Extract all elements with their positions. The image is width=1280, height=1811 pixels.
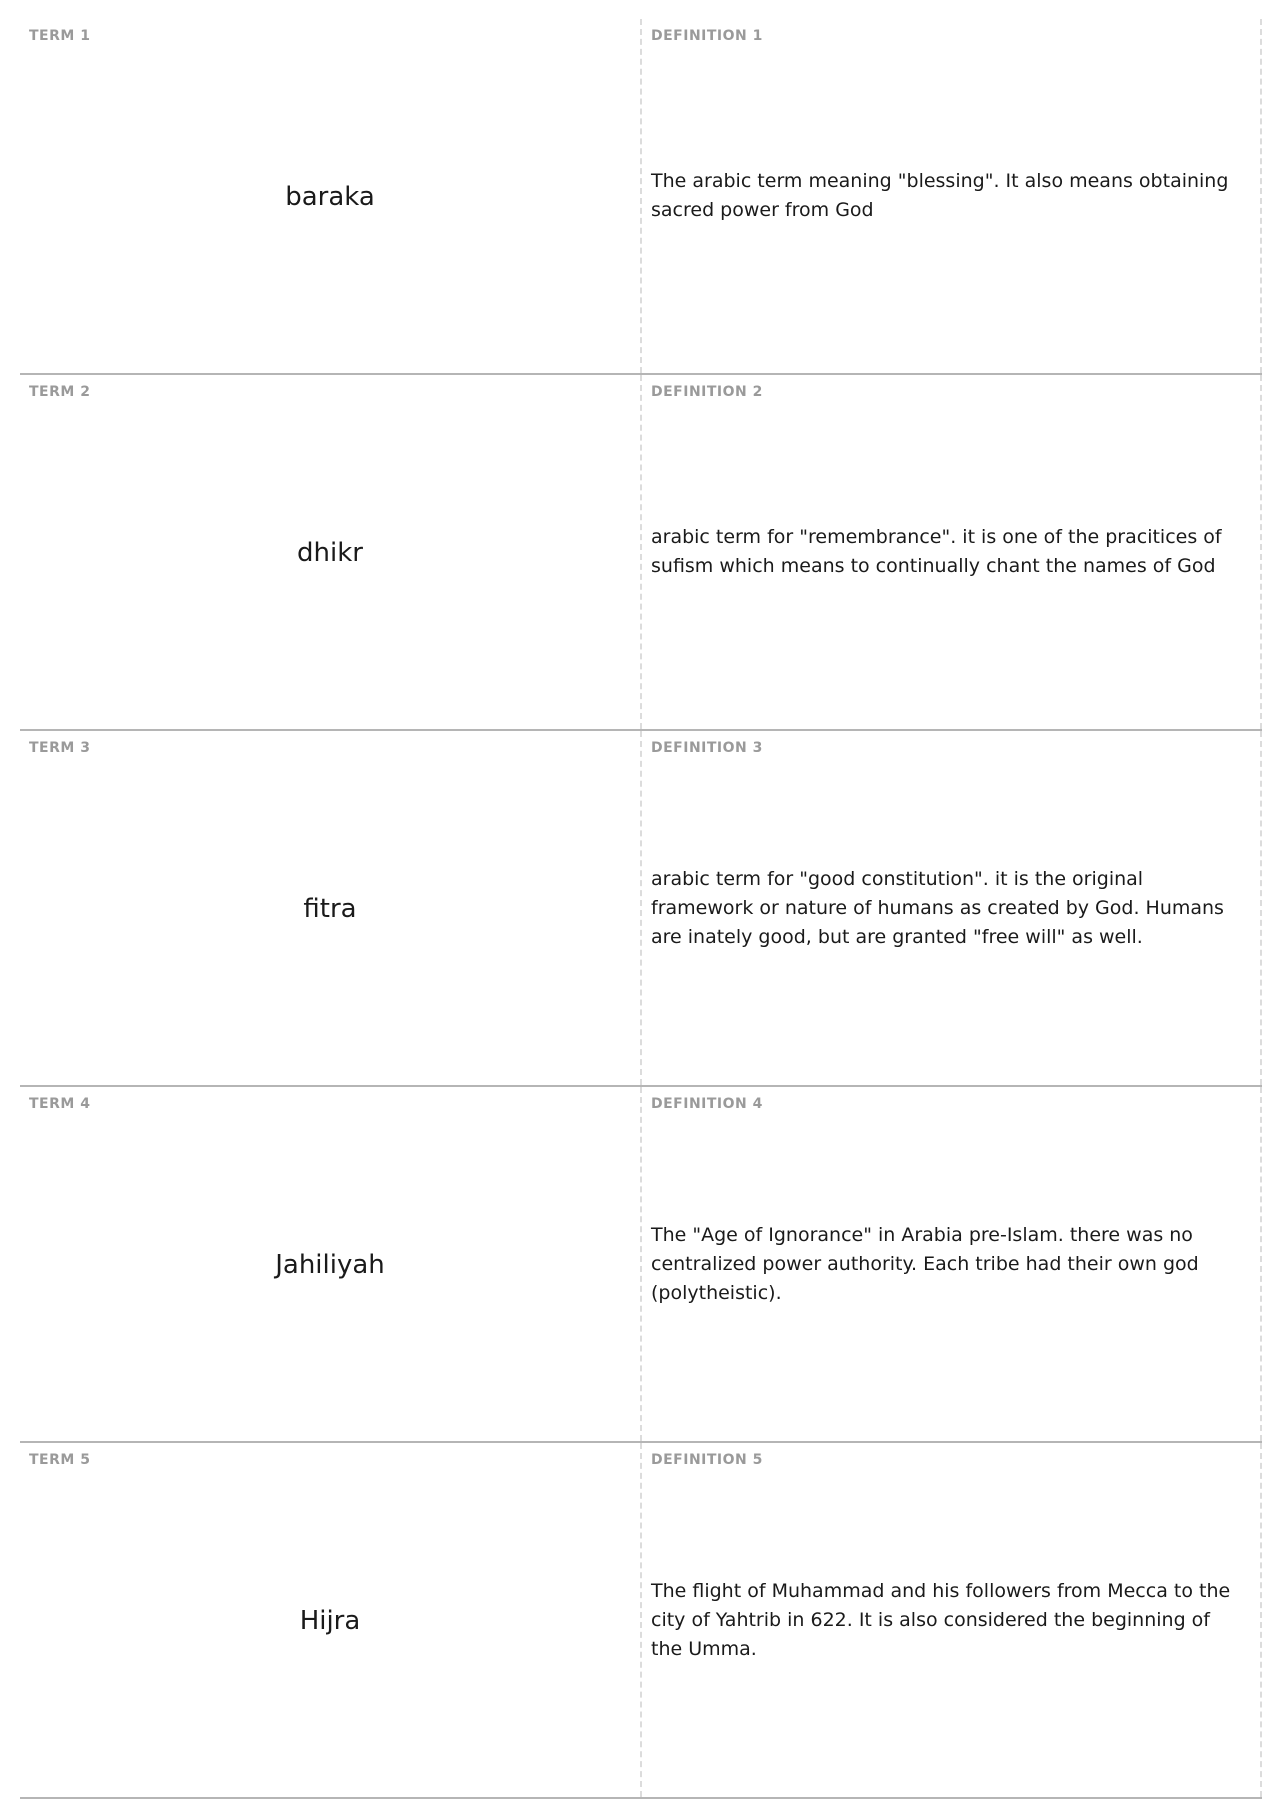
term-text-5: Hijra xyxy=(299,1606,361,1636)
term-cell-3 xyxy=(20,731,642,1085)
flashcard-row-3 xyxy=(20,731,1262,1087)
flashcard-row-5 xyxy=(20,1443,1262,1799)
term-cell-2 xyxy=(20,375,642,729)
definition-label-1: DEFINITION 1 xyxy=(651,28,763,44)
term-label-4: TERM 4 xyxy=(29,1096,91,1112)
term-cell-4 xyxy=(20,1087,642,1441)
definition-text-3: arabic term for "good constitution". it is the original framework or nature of humans as created by God. Humans are inately good, but are granted "free will" as well. xyxy=(651,867,1224,948)
definition-label-4: DEFINITION 4 xyxy=(651,1096,763,1112)
definition-cell-5 xyxy=(642,1443,1262,1797)
definition-cell-2 xyxy=(642,375,1262,729)
term-cell-1 xyxy=(20,19,642,373)
flashcard-row-1 xyxy=(20,19,1262,375)
flashcard-sheet xyxy=(20,19,1262,1799)
flashcard-row-2 xyxy=(20,375,1262,731)
term-cell-5 xyxy=(20,1443,642,1797)
definition-cell-1 xyxy=(642,19,1262,373)
term-label-1: TERM 1 xyxy=(29,28,91,44)
term-text-3: fitra xyxy=(303,894,357,924)
definition-label-5: DEFINITION 5 xyxy=(651,1452,763,1468)
term-text-2: dhikr xyxy=(297,538,363,568)
definition-text-1: The arabic term meaning "blessing". It also means obtaining sacred power from God xyxy=(651,170,1229,221)
definition-text-4: The "Age of Ignorance" in Arabia pre-Islam. there was no centralized power authority. Each tribe had their own god (polytheistic). xyxy=(651,1223,1199,1304)
definition-text-2: arabic term for "remembrance". it is one of the pracitices of sufism which means to continually chant the names of God xyxy=(651,526,1222,577)
definition-cell-3 xyxy=(642,731,1262,1085)
term-label-3: TERM 3 xyxy=(29,740,91,756)
definition-label-2: DEFINITION 2 xyxy=(651,384,763,400)
term-text-1: baraka xyxy=(285,182,375,212)
definition-cell-4 xyxy=(642,1087,1262,1441)
definition-label-3: DEFINITION 3 xyxy=(651,740,763,756)
term-label-5: TERM 5 xyxy=(29,1452,91,1468)
flashcard-row-4 xyxy=(20,1087,1262,1443)
term-text-4: Jahiliyah xyxy=(275,1250,385,1280)
definition-text-5: The flight of Muhammad and his followers from Mecca to the city of Yahtrib in 622. It is also considered the beginning of the Umma. xyxy=(651,1579,1231,1660)
term-label-2: TERM 2 xyxy=(29,384,91,400)
